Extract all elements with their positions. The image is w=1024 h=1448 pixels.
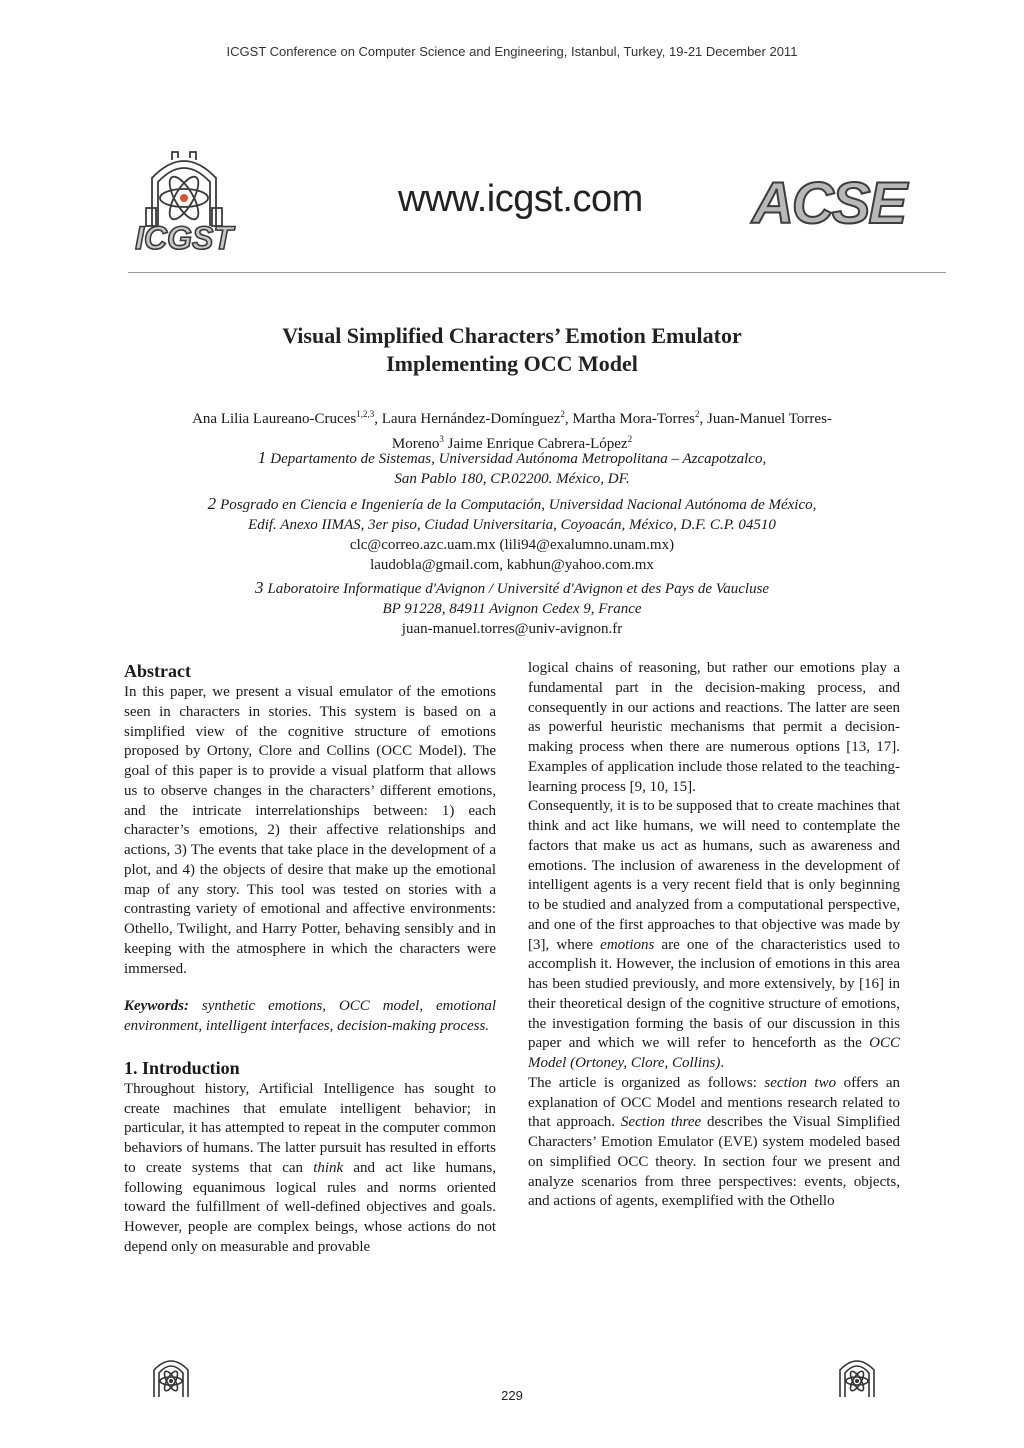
intro-text-a: Throughout history, Artificial Intelligence has sought to create machines that emulate intelligent behavior; in particular, it has attempted to repeat in the computer common behaviors of humans. The latter pursuit has resulted in efforts to create systems that can [124, 1080, 496, 1176]
conference-header: ICGST Conference on Computer Science and Engineering, Istanbul, Turkey, 19-21 December 2011 [226, 44, 798, 59]
author-1-affiliation: 1,2,3 [356, 409, 375, 419]
header-divider [128, 272, 946, 273]
right-paragraph-3 [528, 1074, 900, 1212]
right-p2-text-c: . [720, 1055, 725, 1071]
right-p2-italic-1: emotions [600, 936, 655, 953]
author-5: Jaime Enrique Cabrera-López [443, 436, 628, 452]
abstract-heading: Abstract [124, 661, 191, 681]
right-paragraph-2 [528, 797, 900, 1074]
author-3-affiliation: 2 [695, 409, 700, 419]
email-line-3[interactable]: juan-manuel.torres@univ-avignon.fr [401, 621, 623, 637]
author-1: Ana Lilia Laureano-Cruces [192, 411, 357, 427]
title-line-2: Implementing OCC Model [386, 351, 638, 376]
right-p3-text-a: The article is organized as follows: [528, 1074, 765, 1091]
right-p3-text-b: offers an explanation of OCC Model and mentions research related to that approach. [528, 1074, 901, 1131]
right-p2-text-b: are one of the characteristics used to accomplish it. However, the inclusion of emotions in this area has been studied previously, and more extensively, by [16] in their theoretical design of the cognitive structure of emotions, the investigation forming the basis of our discussion in this paper and which we will refer to henceforth as the [528, 936, 900, 1052]
author-4-affiliation: 3 [439, 434, 444, 444]
affiliation-3-number: 3 [254, 578, 264, 597]
keywords-label: Keywords: [124, 998, 189, 1015]
website-url[interactable]: www.icgst.com [398, 178, 643, 220]
affiliation-1-number: 1 [257, 448, 267, 467]
author-5-affiliation: 2 [627, 434, 633, 444]
affiliation-3-line-1: Laboratoire Informatique d'Avignon / Université d'Avignon et des Pays de Vaucluse [267, 581, 770, 597]
affiliation-1-line-1: Departamento de Sistemas, Universidad Autónoma Metropolitana – Azcapotzalco, [270, 451, 767, 467]
email-line-1[interactable]: clc@correo.azc.uam.mx (lili94@exalumno.unam.mx) [349, 537, 675, 553]
affiliation-2 [134, 494, 890, 575]
author-3: , Martha Mora-Torres [564, 411, 696, 427]
author-4-cont: Moreno [391, 436, 440, 452]
left-column [124, 660, 496, 1258]
author-2: , Laura Hernández-Domínguez [374, 411, 561, 427]
right-column [528, 659, 900, 1212]
affiliation-1 [134, 448, 890, 489]
affiliation-3 [134, 578, 890, 639]
intro-text-italic: think [313, 1159, 344, 1176]
right-p3-italic-1: section two [764, 1074, 837, 1091]
right-p2-text-a: Consequently, it is to be supposed that to create machines that think and act like humans, we will need to contemplate the factors that make us act as humans, such as awareness and emotions. The inclusion of awareness in the development of intelligent agents is a very recent field that is only beginning to be studied and analyzed from a computational perspective, and one of the first approaches to that objective was made by [3], where [528, 798, 900, 953]
author-list [134, 404, 890, 454]
affiliation-2-number: 2 [207, 494, 217, 513]
affiliation-2-line-1: Posgrado en Ciencia e Ingeniería de la Computación, Universidad Nacional Autónoma de México, [220, 497, 817, 513]
right-p2-italic-2: OCC Model (Ortoney, Clore, Collins) [528, 1035, 900, 1071]
atom-building-icon [128, 148, 240, 228]
intro-text-b: and act like humans, following equanimous logical rules and norms oriented toward the fulfillment of well-defined objectives and goals. However, people are complex beings, whose actions do not depend only on measurable and provable [124, 1159, 496, 1255]
email-line-2[interactable]: laudobla@gmail.com, kabhun@yahoo.com.mx [370, 557, 654, 573]
author-4: , Juan-Manuel Torres- [699, 411, 832, 427]
affiliation-2-line-2: Edif. Anexo IIMAS, 3er piso, Ciudad Universitaria, Coyoacán, México, D.F. C.P. 04510 [248, 517, 776, 533]
introduction-paragraph-1 [124, 1080, 496, 1258]
page-number: 229 [501, 1388, 523, 1403]
title-line-1: Visual Simplified Characters’ Emotion Emulator [282, 323, 742, 348]
affiliation-1-line-2: San Pablo 180, CP.02200. México, DF. [394, 471, 630, 487]
paper-title [200, 322, 824, 378]
right-paragraph-1: logical chains of reasoning, but rather our emotions play a fundamental part in the decision-making process, and consequently in our actions and reactions. The latter are seen as powerful heuristic mechanisms that permit a decision-making process when there are numerous options [13, 17]. Examples of application include those related to the teaching-learning process [9, 10, 15]. [528, 660, 900, 795]
icgst-logo-text: ICGST [135, 220, 233, 256]
keywords-text: synthetic emotions, OCC model, emotional environment, intelligent interfaces, decision-making process. [124, 998, 496, 1034]
author-2-affiliation: 2 [560, 409, 565, 419]
introduction-heading: 1. Introduction [124, 1057, 240, 1078]
acse-logo: ACSE [752, 171, 906, 236]
right-p3-italic-2: Section three [620, 1114, 702, 1131]
affiliation-3-line-2: BP 91228, 84911 Avignon Cedex 9, France [382, 601, 642, 617]
icgst-logo [128, 148, 240, 266]
right-p3-text-c: describes the Visual Simplified Characters’ Emotion Emulator (EVE) system modeled based on simplified OCC theory. In section four we present and analyze scenarios from three perspectives: events, objects, and actions of agents, exemplified with the Othello [528, 1114, 900, 1210]
keywords-paragraph [124, 997, 496, 1037]
abstract-text: In this paper, we present a visual emulator of the emotions seen in characters in stories. This system is based on a simplified view of the cognitive structure of emotions proposed by Ortony, Clore and Collins (OCC Model). The goal of this paper is to provide a visual platform that allows us to observe changes in the characters’ different emotions, and the intricate interrelationships between: 1) each character’s emotions, 2) their affective relationships and actions, 3) The events that take place in the development of a plot, and 4) the objects of desire that make up the emotional map of any story. This tool was tested on stories with a contrasting variety of emotional and affective environments: Othello, Twilight, and Harry Potter, behaving sensibly and in keeping with the atmosphere in which the characters were immersed. [124, 684, 496, 977]
